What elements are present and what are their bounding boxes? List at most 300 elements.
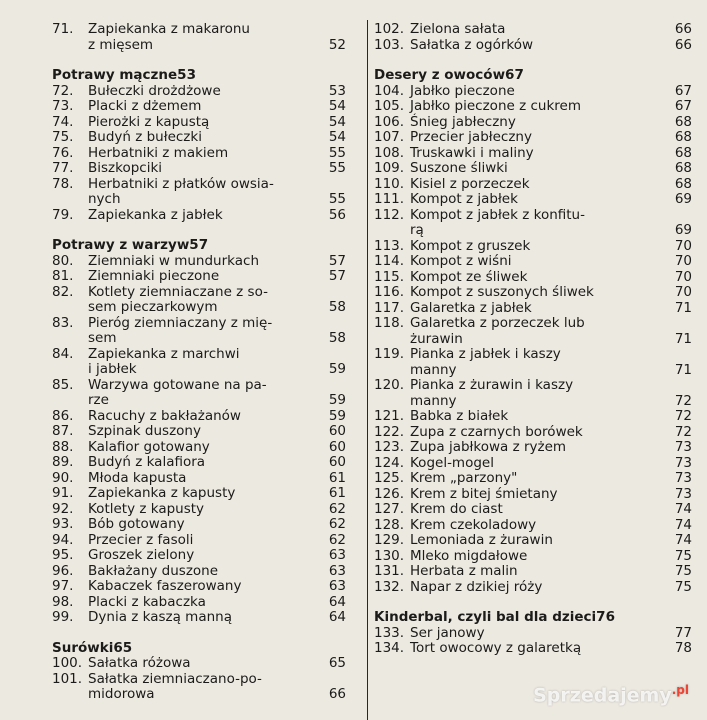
- entry-title: Pieróg ziemniaczany z mię-: [88, 314, 273, 331]
- section-gap: [374, 53, 692, 68]
- page-number: 73: [674, 470, 692, 486]
- entry-title: Sałatka z ogórków: [410, 36, 534, 53]
- page-number: 67: [674, 98, 692, 114]
- entry-number: 88.: [52, 438, 74, 455]
- page-number: 68: [674, 175, 692, 192]
- toc-entry: [374, 347, 692, 363]
- toc-entry: [374, 239, 692, 255]
- entry-number: 114.: [374, 253, 405, 269]
- entry-number: 103.: [374, 36, 405, 53]
- section-title: Potrawy z warzyw: [52, 237, 190, 253]
- entry-number: 86.: [52, 407, 74, 424]
- entry-title: Kalafior gotowany: [88, 438, 210, 455]
- entry-title: Ser janowy: [410, 624, 485, 641]
- toc-entry: [374, 471, 692, 487]
- entry-title: Galaretka z jabłek: [410, 299, 532, 316]
- entry-number: 95.: [52, 547, 74, 563]
- toc-entry-continuation: [52, 38, 352, 54]
- entry-title: Zapiekanka z marchwi: [88, 345, 240, 362]
- entry-title: Herbata z malin: [410, 563, 518, 579]
- toc-entry: [374, 440, 692, 456]
- section-heading: [374, 610, 692, 626]
- section-title: Kinderbal, czyli bal dla dzieci: [374, 609, 597, 625]
- section-title: Desery z owoców: [374, 67, 506, 83]
- entry-title: Kotlety ziemniaczane z so-: [88, 283, 268, 300]
- entry-number: 80.: [52, 252, 74, 269]
- entry-title-continued: nych: [88, 191, 121, 207]
- page-number: 60: [328, 423, 346, 439]
- toc-entry: [374, 115, 692, 131]
- entry-number: 111.: [374, 191, 405, 207]
- toc-entry: [374, 270, 692, 286]
- section-heading: [52, 238, 352, 254]
- entry-title: Racuchy z bakłażanów: [88, 407, 241, 424]
- toc-entry-continuation: [374, 332, 692, 348]
- toc-entry: [52, 564, 352, 580]
- toc-entry: [52, 84, 352, 100]
- toc-entry: [374, 409, 692, 425]
- toc-entry: [52, 502, 352, 518]
- entry-number: 105.: [374, 98, 405, 114]
- entry-title: Zapiekanka z jabłek: [88, 206, 223, 223]
- toc-entry-continuation: [52, 192, 352, 208]
- page-number: 64: [328, 593, 346, 610]
- entry-number: 100.: [52, 655, 83, 671]
- entry-title: Kompot z gruszek: [410, 237, 531, 254]
- page-number: 77: [674, 624, 692, 641]
- entry-number: 89.: [52, 454, 74, 470]
- page-number: 64: [328, 609, 346, 625]
- page-number: 63: [328, 578, 346, 594]
- entry-number: 81.: [52, 268, 74, 284]
- toc-entry: [52, 548, 352, 564]
- toc-entry: [52, 440, 352, 456]
- entry-title: Pianka z żurawin i kaszy: [410, 377, 574, 393]
- entry-title: Budyń z kalafiora: [88, 454, 206, 470]
- page-number: 72: [674, 408, 692, 424]
- entry-title: Krem do ciast: [410, 501, 503, 517]
- page-number: 78: [674, 640, 692, 656]
- entry-number: 98.: [52, 593, 74, 610]
- entry-number: 96.: [52, 562, 74, 579]
- entry-title: Zupa z czarnych borówek: [410, 423, 583, 440]
- entry-title: Zupa jabłkowa z ryżem: [410, 439, 567, 455]
- entry-title: Przecier z fasoli: [88, 531, 194, 548]
- entry-title: Placki z dżemem: [88, 98, 202, 114]
- page-number: 74: [674, 501, 692, 517]
- toc-entry: [374, 564, 692, 580]
- entry-number: 113.: [374, 237, 405, 254]
- page-number: 75: [674, 547, 692, 564]
- page-number: 59: [328, 407, 346, 424]
- entry-title: Bób gotowany: [88, 516, 185, 532]
- page-number: 54: [328, 129, 346, 145]
- entry-number: 131.: [374, 563, 405, 579]
- toc-entry: [374, 254, 692, 270]
- entry-number: 94.: [52, 531, 74, 548]
- page-number: 68: [674, 160, 692, 176]
- toc-entry-continuation: [52, 331, 352, 347]
- entry-title: Napar z dzikiej róży: [410, 578, 543, 595]
- watermark-text: Sprzedajemy: [533, 684, 672, 706]
- toc-column-left: [52, 22, 352, 703]
- entry-title: Sałatka ziemniaczano-po-: [88, 670, 262, 687]
- page-number: 63: [328, 562, 346, 579]
- toc-entry: [374, 146, 692, 162]
- entry-title: Mleko migdałowe: [410, 547, 528, 564]
- toc-entry: [52, 517, 352, 533]
- toc-entry: [52, 347, 352, 363]
- page-number: 57: [328, 268, 346, 284]
- entry-number: 104.: [374, 82, 405, 99]
- entry-number: 84.: [52, 345, 74, 362]
- toc-entry: [374, 518, 692, 534]
- section-heading: [374, 68, 692, 84]
- entry-title: Sałatka różowa: [88, 655, 191, 671]
- entry-number: 132.: [374, 578, 405, 595]
- entry-title: Krem z bitej śmietany: [410, 485, 558, 502]
- page-number: 60: [328, 438, 346, 455]
- toc-entry-continuation: [374, 394, 692, 410]
- entry-number: 112.: [374, 206, 405, 223]
- page-number: 58: [328, 299, 346, 315]
- toc-entry-continuation: [374, 223, 692, 239]
- page-number: 57: [189, 237, 209, 253]
- entry-title: Biszkopciki: [88, 160, 163, 176]
- page-number: 54: [328, 113, 346, 130]
- entry-title-continued: manny: [410, 392, 457, 409]
- page-number: 68: [674, 129, 692, 145]
- toc-entry: [52, 22, 352, 38]
- entry-title-continued: rą: [410, 222, 424, 238]
- page-number: 62: [328, 516, 346, 532]
- toc-column-right: [374, 22, 692, 657]
- toc-entry: [52, 161, 352, 177]
- page-number: 71: [674, 361, 692, 378]
- entry-title: Jabłko pieczone z cukrem: [410, 98, 581, 114]
- entry-number: 92.: [52, 500, 74, 517]
- entry-number: 74.: [52, 113, 74, 130]
- entry-title: Herbatniki z płatków owsia-: [88, 175, 274, 192]
- toc-entry: [374, 641, 692, 657]
- page-number: 59: [328, 361, 346, 377]
- page-number: 55: [328, 160, 346, 176]
- page-number: 62: [328, 500, 346, 517]
- entry-title: Krem czekoladowy: [410, 516, 537, 533]
- toc-entry: [374, 580, 692, 596]
- toc-entry: [52, 533, 352, 549]
- entry-title: Zapiekanka z kapusty: [88, 485, 236, 501]
- toc-entry: [52, 486, 352, 502]
- page-number: 66: [674, 21, 692, 37]
- entry-title-continued: z mięsem: [88, 36, 154, 53]
- page-number: 73: [674, 439, 692, 455]
- entry-title-continued: manny: [410, 361, 457, 378]
- section-gap: [374, 595, 692, 610]
- toc-entry: [52, 208, 352, 224]
- toc-entry: [52, 269, 352, 285]
- toc-entry: [374, 208, 692, 224]
- toc-entry: [52, 254, 352, 270]
- entry-number: 75.: [52, 129, 74, 145]
- entry-number: 87.: [52, 423, 74, 439]
- page-number: 58: [328, 330, 346, 346]
- entry-number: 115.: [374, 268, 405, 285]
- entry-title: Młoda kapusta: [88, 469, 187, 486]
- entry-number: 127.: [374, 501, 405, 517]
- toc-entry: [52, 177, 352, 193]
- section-gap: [52, 223, 352, 238]
- entry-number: 124.: [374, 454, 405, 471]
- entry-title: Zielona sałata: [410, 21, 506, 37]
- page-number: 68: [674, 144, 692, 161]
- toc-entry-continuation: [52, 687, 352, 703]
- entry-number: 117.: [374, 299, 405, 316]
- entry-title-continued: i jabłek: [88, 361, 137, 377]
- entry-number: 99.: [52, 609, 74, 625]
- watermark: [533, 683, 689, 706]
- entry-title: Bułeczki drożdżowe: [88, 82, 221, 99]
- page-number: 74: [674, 532, 692, 548]
- entry-number: 106.: [374, 113, 405, 130]
- page-number: 65: [328, 655, 346, 671]
- entry-number: 78.: [52, 175, 74, 192]
- page-number: 65: [113, 639, 133, 656]
- toc-entry: [374, 38, 692, 54]
- toc-entry: [52, 99, 352, 115]
- entry-number: 73.: [52, 98, 74, 114]
- toc-entry: [374, 549, 692, 565]
- entry-number: 109.: [374, 160, 405, 176]
- toc-entry-continuation: [374, 363, 692, 379]
- toc-entry: [52, 424, 352, 440]
- entry-title: Śnieg jabłeczny: [410, 113, 516, 130]
- entry-number: 79.: [52, 206, 74, 223]
- toc-entry: [374, 316, 692, 332]
- entry-title: Kotlety z kapusty: [88, 500, 205, 517]
- page-number: 72: [674, 392, 692, 409]
- page-number: 72: [674, 423, 692, 440]
- entry-number: 122.: [374, 423, 405, 440]
- entry-title-continued: żurawin: [410, 330, 463, 347]
- section-gap: [52, 626, 352, 641]
- page-number: 73: [674, 454, 692, 471]
- entry-number: 91.: [52, 485, 74, 501]
- page-number: 60: [328, 454, 346, 470]
- toc-entry: [52, 378, 352, 394]
- toc-entry: [52, 610, 352, 626]
- toc-entry-continuation: [52, 300, 352, 316]
- toc-entry: [374, 285, 692, 301]
- entry-title: Pianka z jabłek i kaszy: [410, 346, 561, 362]
- toc-entry: [52, 656, 352, 672]
- entry-title-continued: sem pieczarkowym: [88, 299, 218, 315]
- entry-number: 121.: [374, 408, 405, 424]
- toc-entry: [374, 192, 692, 208]
- entry-number: 128.: [374, 516, 405, 533]
- entry-title: Lemoniada z żurawin: [410, 532, 553, 548]
- entry-title: Przecier jabłeczny: [410, 129, 532, 145]
- entry-number: 119.: [374, 346, 405, 362]
- toc-entry: [52, 579, 352, 595]
- entry-number: 134.: [374, 640, 405, 656]
- entry-title: Groszek zielony: [88, 547, 195, 563]
- entry-number: 133.: [374, 624, 405, 641]
- entry-title: Galaretka z porzeczek lub: [410, 315, 585, 331]
- page-number: 66: [328, 686, 346, 702]
- entry-title: Dynia z kaszą manną: [88, 609, 232, 625]
- toc-entry: [52, 146, 352, 162]
- page-number: 75: [674, 563, 692, 579]
- entry-title: Kompot ze śliwek: [410, 268, 528, 285]
- toc-entry: [52, 115, 352, 131]
- column-divider: [367, 20, 368, 720]
- toc-entry: [374, 161, 692, 177]
- page-number: 57: [328, 252, 346, 269]
- entry-title: Krem „parzony": [410, 470, 518, 486]
- entry-title: Kisiel z porzeczek: [410, 175, 530, 192]
- toc-entry: [374, 425, 692, 441]
- entry-title: Jabłko pieczone: [410, 82, 515, 99]
- entry-title: Herbatniki z makiem: [88, 144, 229, 161]
- toc-entry: [52, 316, 352, 332]
- entry-title: Budyń z bułeczki: [88, 129, 202, 145]
- entry-title: Kompot z wiśni: [410, 253, 512, 269]
- toc-entry: [374, 378, 692, 394]
- entry-title: Bakłażany duszone: [88, 562, 219, 579]
- entry-number: 82.: [52, 283, 74, 300]
- section-title: Surówki: [52, 639, 114, 656]
- entry-number: 107.: [374, 129, 405, 145]
- entry-number: 76.: [52, 144, 74, 161]
- entry-title: Kabaczek faszerowany: [88, 578, 242, 594]
- entry-number: 123.: [374, 439, 405, 455]
- entry-title: Tort owocowy z galaretką: [410, 640, 582, 656]
- entry-title: Kompot z suszonych śliwek: [410, 284, 594, 300]
- page-number: 67: [505, 67, 524, 83]
- entry-title-continued: rze: [88, 392, 109, 408]
- page-number: 56: [328, 206, 346, 223]
- page-number: 71: [674, 299, 692, 316]
- page-number: 70: [674, 253, 692, 269]
- page-number: 70: [674, 237, 692, 254]
- toc-entry: [374, 502, 692, 518]
- entry-number: 125.: [374, 470, 405, 486]
- entry-title-continued: sem: [88, 330, 117, 346]
- entry-title: Zapiekanka z makaronu: [88, 21, 250, 37]
- section-heading: [52, 641, 352, 657]
- toc-entry: [374, 456, 692, 472]
- entry-title: Babka z białek: [410, 408, 509, 424]
- toc-entry: [374, 22, 692, 38]
- entry-number: 102.: [374, 21, 405, 37]
- entry-number: 108.: [374, 144, 405, 161]
- entry-number: 129.: [374, 532, 405, 548]
- toc-entry: [52, 130, 352, 146]
- entry-number: 71.: [52, 21, 74, 37]
- page-number: 76: [596, 609, 615, 625]
- page-number: 68: [674, 113, 692, 130]
- toc-entry: [374, 626, 692, 642]
- toc-entry: [374, 533, 692, 549]
- page-number: 66: [674, 36, 692, 53]
- toc-entry: [374, 177, 692, 193]
- toc-entry: [52, 471, 352, 487]
- page-number: 55: [328, 144, 346, 161]
- entry-number: 77.: [52, 160, 74, 176]
- entry-title-continued: midorowa: [88, 686, 155, 702]
- toc-entry: [52, 285, 352, 301]
- toc-entry: [374, 487, 692, 503]
- page-number: 67: [674, 82, 692, 99]
- entry-number: 126.: [374, 485, 405, 502]
- toc-entry-continuation: [52, 393, 352, 409]
- entry-title: Ziemniaki pieczone: [88, 268, 220, 284]
- entry-number: 90.: [52, 469, 74, 486]
- page-number: 61: [328, 485, 346, 501]
- entry-number: 120.: [374, 377, 405, 393]
- page-number: 52: [328, 36, 346, 53]
- entry-number: 97.: [52, 578, 74, 594]
- page-number: 53: [328, 82, 346, 99]
- entry-number: 85.: [52, 376, 74, 393]
- page-number: 61: [328, 469, 346, 486]
- page-number: 69: [674, 222, 692, 238]
- section-heading: [52, 68, 352, 84]
- entry-title: Truskawki i maliny: [410, 144, 534, 161]
- page-number: 59: [328, 392, 346, 408]
- entry-title: Warzywa gotowane na pa-: [88, 376, 267, 393]
- entry-title: Kompot z jabłek: [410, 191, 518, 207]
- entry-title: Szpinak duszony: [88, 423, 201, 439]
- page-number: 70: [674, 268, 692, 285]
- entry-number: 83.: [52, 314, 74, 331]
- section-gap: [52, 53, 352, 68]
- toc-entry: [52, 455, 352, 471]
- entry-number: 110.: [374, 175, 405, 192]
- toc-entry: [374, 99, 692, 115]
- toc-entry-continuation: [52, 362, 352, 378]
- page-number: 70: [674, 284, 692, 300]
- section-title: Potrawy mączne: [52, 67, 178, 83]
- page-number: 53: [177, 67, 196, 83]
- page-number: 55: [328, 191, 346, 207]
- page-number: 75: [674, 578, 692, 595]
- toc-entry: [52, 672, 352, 688]
- page-number: 71: [674, 330, 692, 347]
- page-number: 62: [328, 531, 346, 548]
- entry-title: Ziemniaki w mundurkach: [88, 252, 259, 269]
- watermark-suffix: .pl: [671, 682, 689, 697]
- entry-title: Kogel-mogel: [410, 454, 494, 471]
- page-number: 73: [674, 485, 692, 502]
- entry-title: Kompot z jabłek z konfitu-: [410, 206, 585, 223]
- toc-entry: [52, 409, 352, 425]
- page-number: 74: [674, 516, 692, 533]
- entry-title: Pierożki z kapustą: [88, 113, 210, 130]
- entry-number: 93.: [52, 516, 74, 532]
- entry-title: Suszone śliwki: [410, 160, 508, 176]
- entry-number: 72.: [52, 82, 74, 99]
- page-number: 63: [328, 547, 346, 563]
- toc-entry: [374, 84, 692, 100]
- entry-number: 130.: [374, 547, 405, 564]
- page-number: 54: [328, 98, 346, 114]
- entry-number: 101.: [52, 670, 83, 687]
- toc-entry: [52, 595, 352, 611]
- toc-entry: [374, 301, 692, 317]
- entry-title: Placki z kabaczka: [88, 593, 206, 610]
